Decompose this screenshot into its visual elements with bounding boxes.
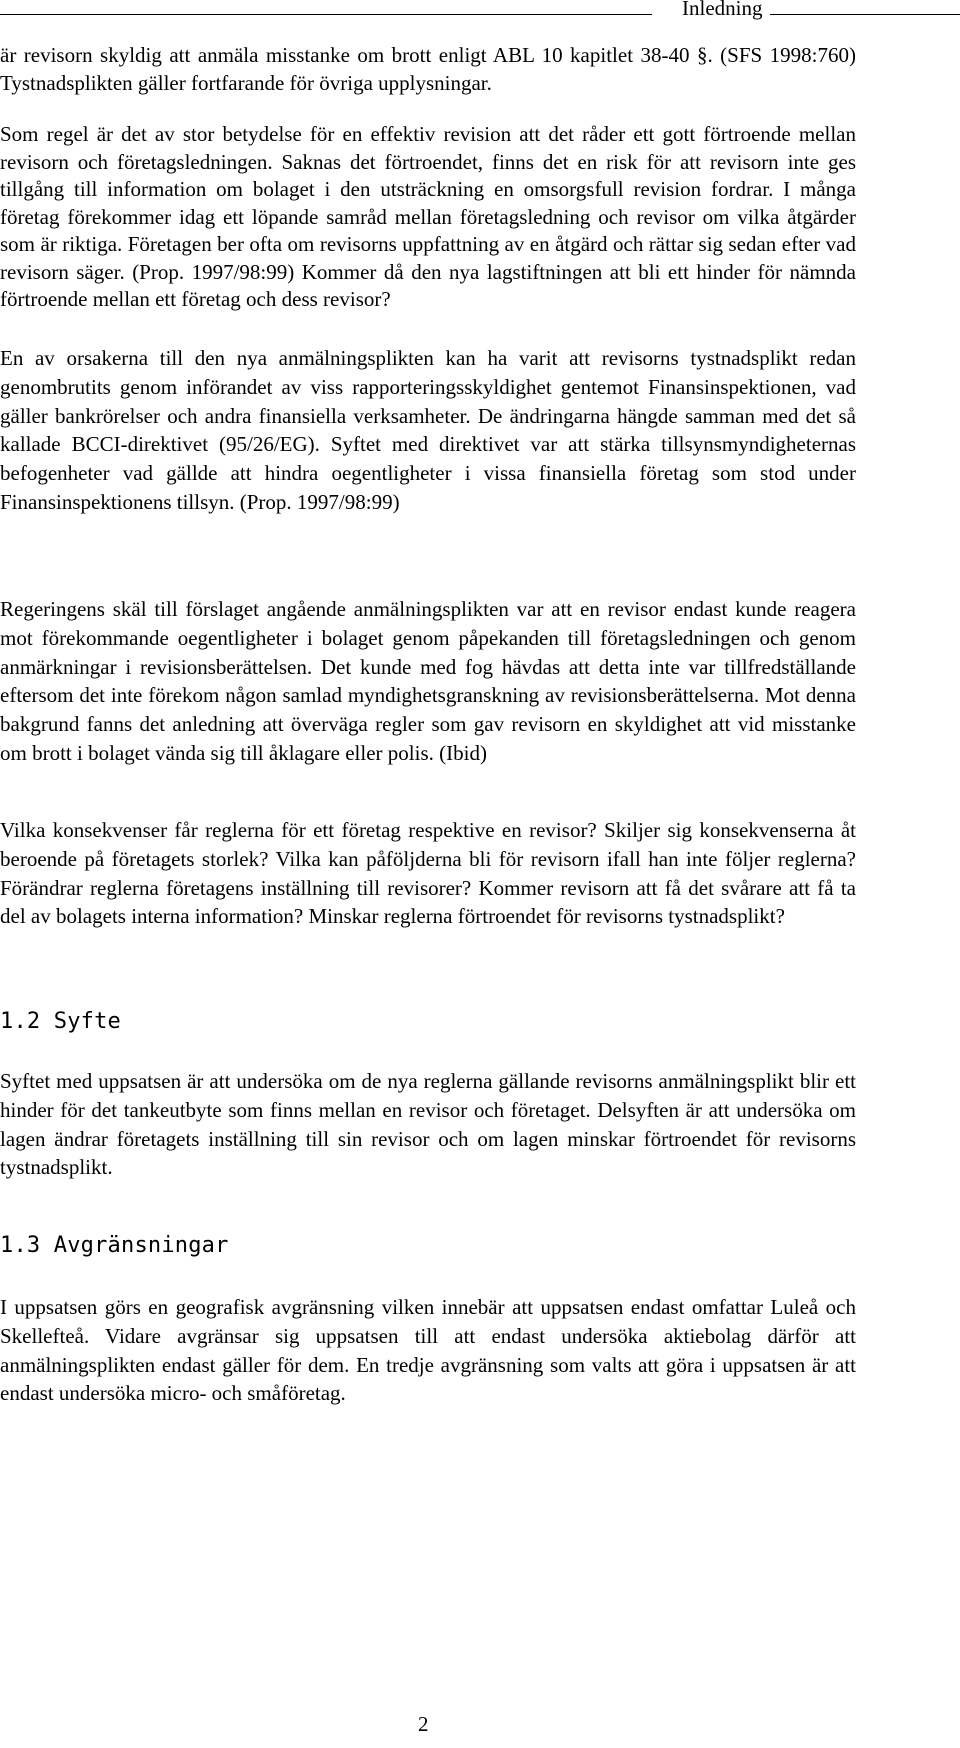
- paragraph-anmalningsplikt: är revisorn skyldig att anmäla misstanke om brott enligt ABL 10 kapitlet 38-40 §. (SFS 1998:760) Tystnadsplikten gäller fortfarande för övriga upplysningar.: [0, 43, 856, 95]
- paragraph-fragestallningar: Vilka konsekvenser får reglerna för ett företag respektive en revisor? Skiljer sig konsekvenserna åt beroende på företagets storlek? Vilka kan påföljderna bli för revisorn ifall han inte följer reglerna? Förändrar reglerna företagens inställning till revisorer? Kommer revisorn att få det svårare att få ta del av bolagets interna information? Minskar reglerna förtroendet för revisorns tystnadsplikt?: [0, 818, 856, 929]
- paragraph-regeringens-skal: Regeringens skäl till förslaget angående anmälningsplikten var att en revisor endast kunde reagera mot förekommande oegentligheter i bolaget genom påpekanden till företagsledningen och genom anmärkningar i revisionsberättelsen. Det kunde med fog hävdas att detta inte var tillfredställande eftersom det inte förekom någon samlad myndighetsgranskning av revisionsberättelserna. Mot denna bakgrund fanns det anledning att överväga regler som gav revisorn en skyldighet att vid misstanke om brott i bolaget vända sig till åklagare eller polis. (Ibid): [0, 597, 856, 765]
- section-heading-avgransningar: 1.3 Avgränsningar: [0, 1233, 229, 1258]
- section-heading-syfte: 1.2 Syfte: [0, 1009, 122, 1034]
- paragraph-avgransningar: I uppsatsen görs en geografisk avgränsning vilken innebär att uppsatsen endast omfattar Luleå och Skellefteå. Vidare avgränsar sig uppsatsen till att endast undersöka aktiebolag därför att anmälningsplikten endast gäller för dem. En tredje avgränsning som valts att göra i uppsatsen är att endast undersöka micro- och småföretag.: [0, 1295, 856, 1406]
- running-header: [0, 0, 960, 24]
- page-number: 2: [418, 1712, 429, 1736]
- header-rule-right: [770, 14, 960, 15]
- paragraph-orsakerna: En av orsakerna till den nya anmälningsplikten kan ha varit att revisorns tystnadsplikt redan genombrutits genom införandet av viss rapporteringsskyldighet gentemot Finansinspektionen, vad gäller bankrörelser och andra finansiella verksamheter. De ändringarna hängde samman med det så kallade BCCI-direktivet (95/26/EG). Syftet med direktivet var att stärka tillsynsmyndigheternas befogenheter vad gällde att hindra oegentligheter i vissa finansiella företag som stod under Finansinspektionens tillsyn. (Prop. 1997/98:99): [0, 346, 856, 514]
- header-rule-left: [0, 14, 652, 15]
- paragraph-fortroende: Som regel är det av stor betydelse för en effektiv revision att det råder ett gott förtroende mellan revisorn och företagsledningen. Saknas det förtroendet, finns det en risk för att revisorn inte ges tillgång till information om bolaget i den utsträckning en omsorgsfull revision fordrar. I många företag förekommer idag ett löpande samråd mellan företagsledning och revisor om vilka åtgärder som är riktiga. Företagen ber ofta om revisorns uppfattning av en åtgärd och rättar sig sedan efter vad revisorn säger. (Prop. 1997/98:99) Kommer då den nya lagstiftningen att bli ett hinder för nämnda förtroende mellan ett företag och dess revisor?: [0, 122, 856, 311]
- header-title: Inledning: [682, 0, 763, 20]
- paragraph-syfte: Syftet med uppsatsen är att undersöka om de nya reglerna gällande revisorns anmälningsplikt blir ett hinder för det tankeutbyte som finns mellan en revisor och företaget. Delsyften är att undersöka om lagen ändrar företagets inställning till sin revisor och om lagen minskar förtroendet för revisorns tystnadsplikt.: [0, 1069, 856, 1180]
